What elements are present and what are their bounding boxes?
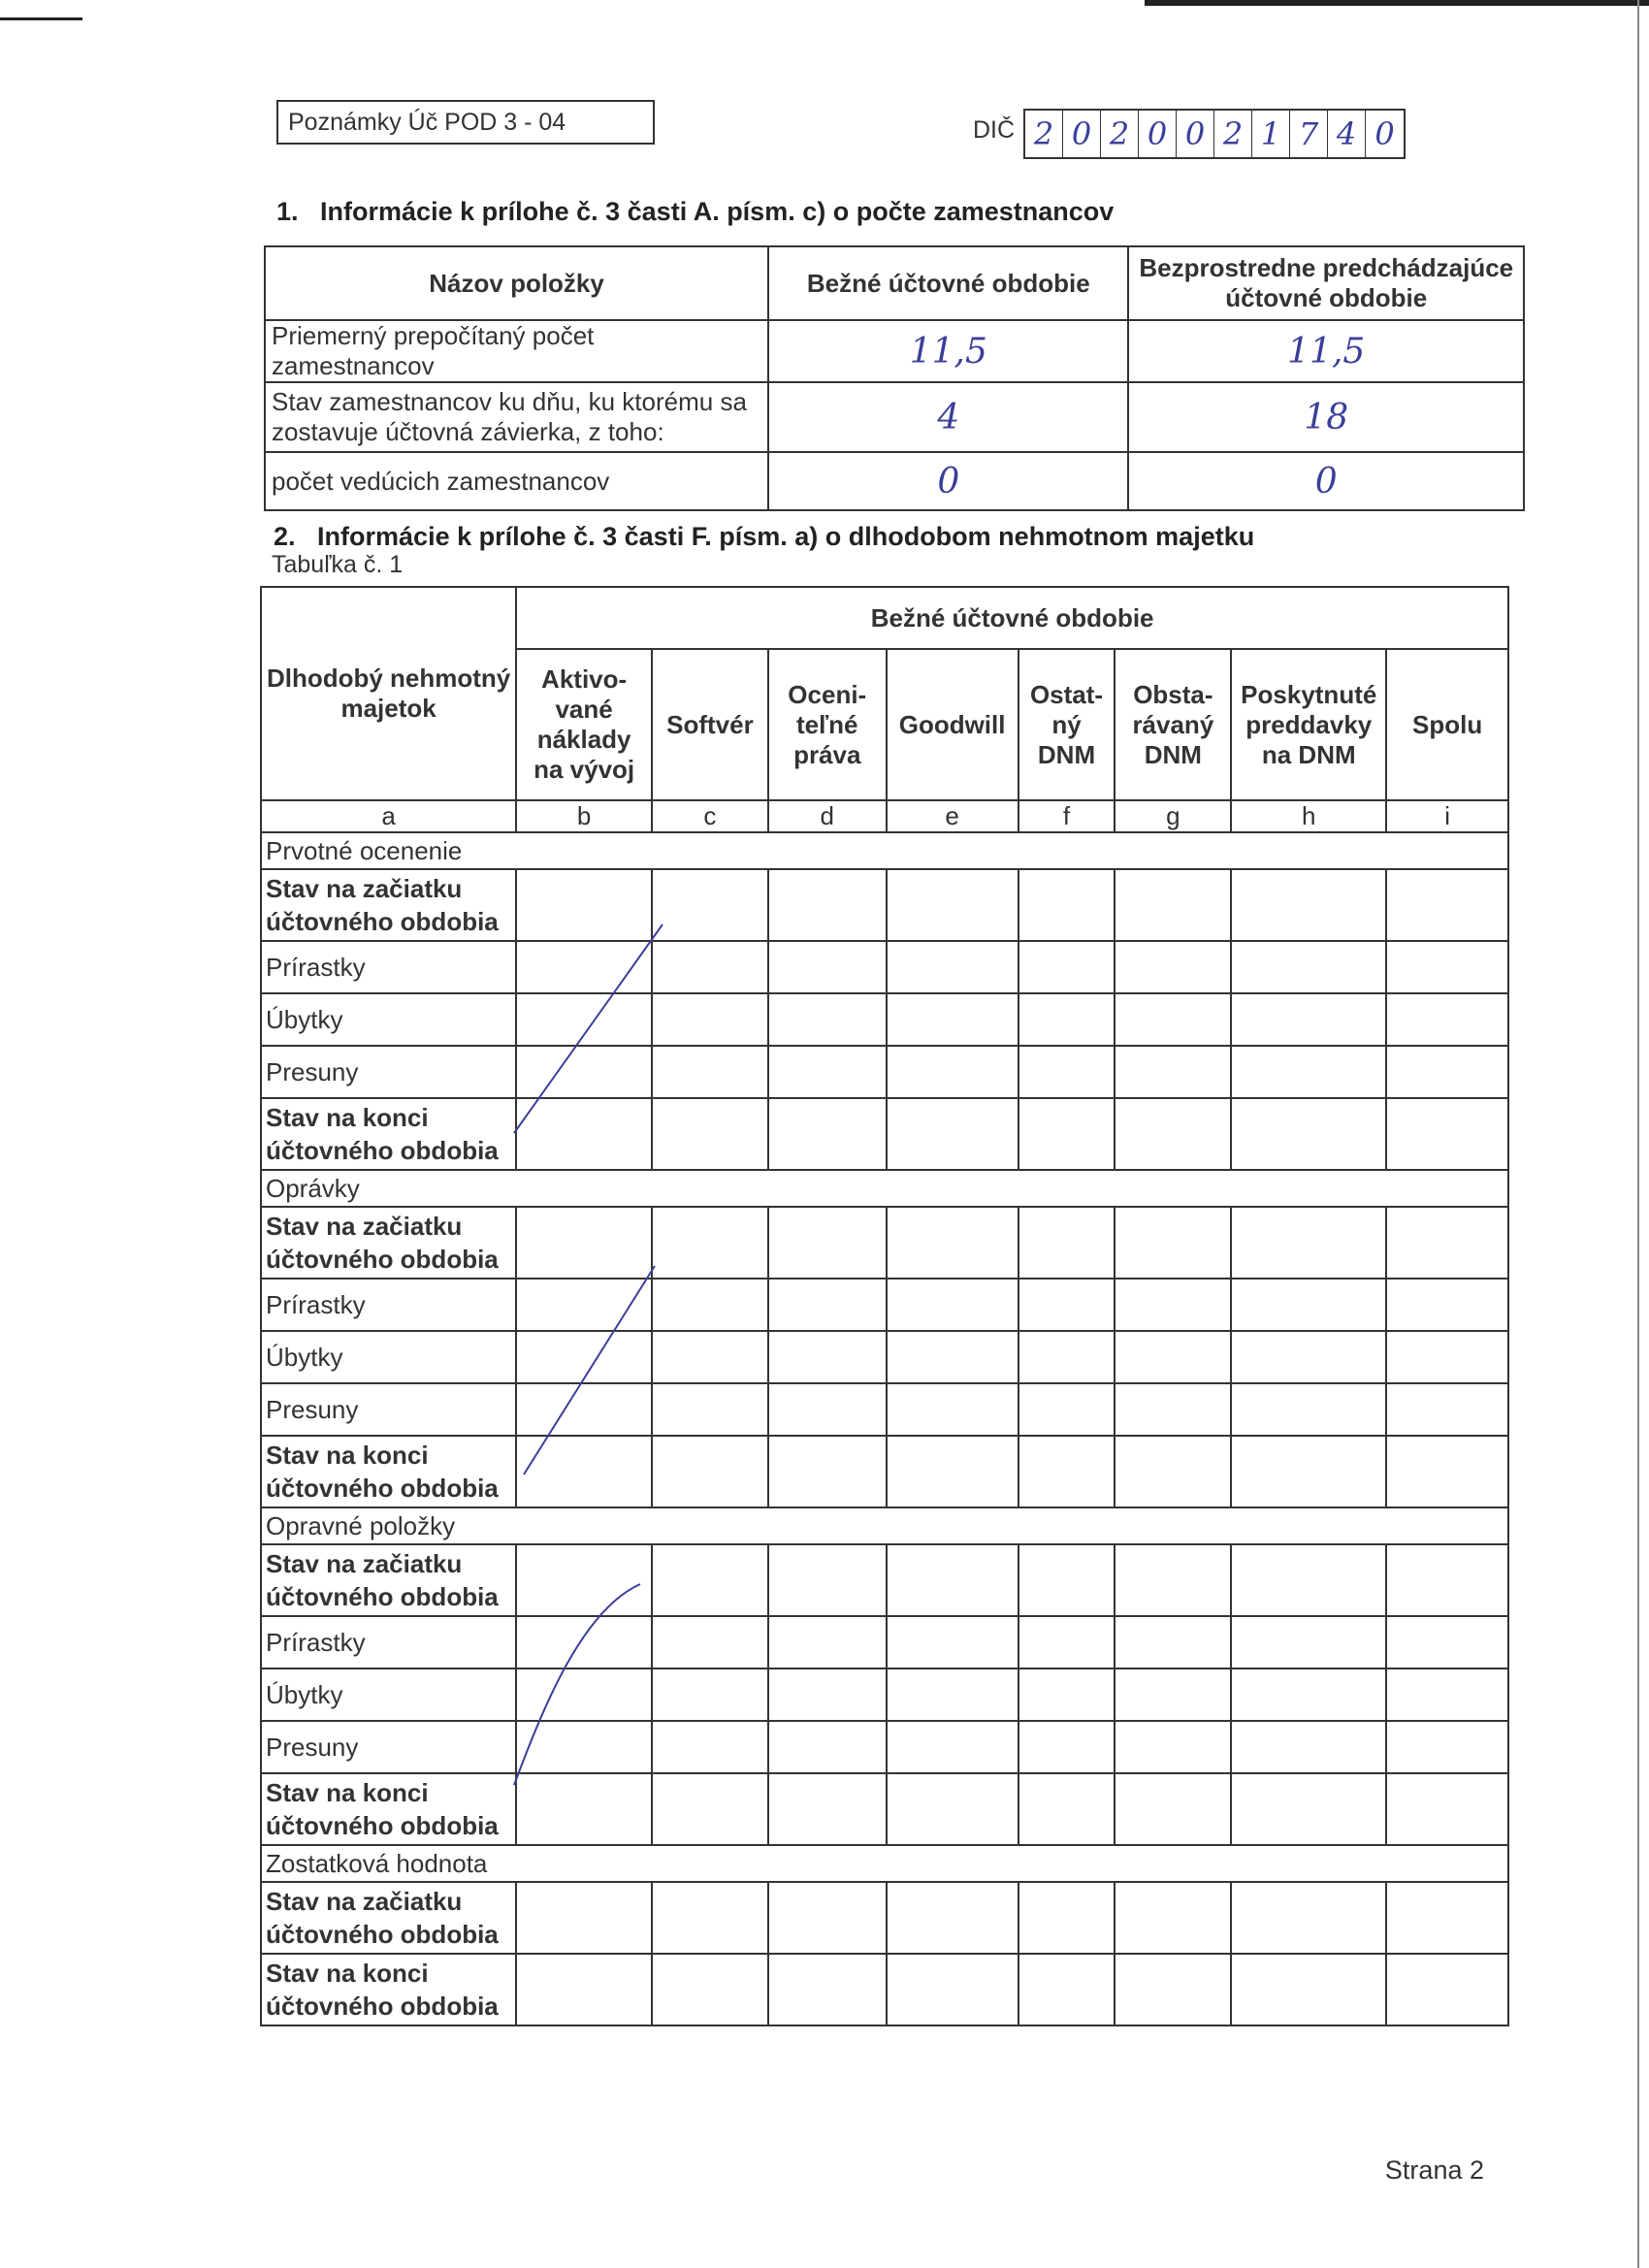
value-cell[interactable]: [768, 1544, 887, 1616]
scan-mark-right-edge: [1637, 0, 1639, 2268]
row-label: Úbytky: [261, 1331, 516, 1383]
value-cell[interactable]: [1018, 1383, 1116, 1436]
value-cell[interactable]: [516, 869, 652, 941]
row-label: Priemerný prepočítaný počet zamestnancov: [265, 320, 768, 382]
previous-value[interactable]: 18: [1128, 382, 1524, 452]
value-cell[interactable]: [652, 1616, 768, 1669]
column-header: Názov položky: [265, 246, 768, 320]
value-cell[interactable]: [1231, 1616, 1386, 1669]
row-label: Presuny: [261, 1383, 516, 1436]
value-cell[interactable]: [887, 1331, 1018, 1383]
column-header: Aktivo- vané náklady na vývoj: [516, 649, 652, 800]
column-letter: c: [652, 800, 768, 832]
value-cell[interactable]: [516, 1544, 652, 1616]
column-header: Softvér: [652, 649, 768, 800]
value-cell[interactable]: [516, 1046, 652, 1098]
value-cell[interactable]: [516, 1669, 652, 1721]
value-cell[interactable]: [516, 1773, 652, 1845]
value-cell[interactable]: [1386, 1207, 1508, 1279]
column-header: Poskytnuté preddavky na DNM: [1231, 649, 1386, 800]
value-cell[interactable]: [1018, 1331, 1116, 1383]
table-row: [261, 1669, 1508, 1721]
table-row: [261, 1436, 1508, 1507]
value-cell[interactable]: [1018, 1098, 1116, 1170]
table-row: [265, 452, 1524, 510]
column-letter: f: [1018, 800, 1116, 832]
section2-title: [274, 522, 1254, 552]
row-label: Prírastky: [261, 941, 516, 993]
value-cell[interactable]: [516, 1954, 652, 2025]
value-cell[interactable]: [1231, 1721, 1386, 1773]
value-cell[interactable]: [1386, 1954, 1508, 2025]
value-cell[interactable]: [887, 1954, 1018, 2025]
value-cell[interactable]: [768, 1669, 887, 1721]
value-cell[interactable]: [652, 1721, 768, 1773]
table-row: [261, 1383, 1508, 1436]
scan-mark-top-left: [0, 17, 82, 20]
value-cell[interactable]: [652, 1279, 768, 1331]
value-cell[interactable]: [1386, 1773, 1508, 1845]
value-cell[interactable]: [768, 941, 887, 993]
value-cell[interactable]: [1231, 1954, 1386, 2025]
value-cell[interactable]: [768, 1383, 887, 1436]
section1-title: [276, 197, 1114, 227]
table-row: [261, 1207, 1508, 1279]
value-cell[interactable]: [768, 869, 887, 941]
value-cell[interactable]: [1386, 1383, 1508, 1436]
value-cell[interactable]: [1231, 1544, 1386, 1616]
table-row: [261, 1954, 1508, 2025]
value-cell[interactable]: [1231, 1098, 1386, 1170]
value-cell[interactable]: [1018, 869, 1116, 941]
intangible-assets-table: [260, 586, 1509, 2026]
row-label: Stav zamestnancov ku dňu, ku ktorému sa zostavuje účtovná závierka, z toho:: [265, 382, 768, 452]
value-cell[interactable]: [1386, 1544, 1508, 1616]
value-cell[interactable]: [1018, 1882, 1116, 1954]
value-cell[interactable]: [887, 1098, 1018, 1170]
value-cell[interactable]: [1386, 941, 1508, 993]
row-label: Úbytky: [261, 993, 516, 1046]
section2-number: 2.: [274, 522, 296, 551]
table-row: [265, 320, 1524, 382]
value-cell[interactable]: [1115, 1669, 1231, 1721]
value-cell[interactable]: [1115, 1331, 1231, 1383]
value-cell[interactable]: [1018, 1721, 1116, 1773]
table-row: [261, 1098, 1508, 1170]
group-label: Oprávky: [261, 1170, 1508, 1207]
value-cell[interactable]: [768, 993, 887, 1046]
letters-row: [261, 800, 1508, 832]
value-cell[interactable]: [652, 1383, 768, 1436]
value-cell[interactable]: [1386, 1616, 1508, 1669]
current-value[interactable]: 11,5: [768, 320, 1128, 382]
table-row: [265, 382, 1524, 452]
table-row: [261, 1279, 1508, 1331]
value-cell[interactable]: [1231, 1669, 1386, 1721]
dic-field[interactable]: [1023, 109, 1406, 159]
value-cell[interactable]: [1115, 1279, 1231, 1331]
value-cell[interactable]: [887, 1721, 1018, 1773]
group-row: [261, 1845, 1508, 1882]
value-cell[interactable]: [1386, 1279, 1508, 1331]
value-cell[interactable]: [1231, 1207, 1386, 1279]
value-cell[interactable]: [768, 1046, 887, 1098]
row-label: Stav na začiatku účtovného obdobia: [261, 1882, 516, 1954]
table-row: [261, 1882, 1508, 1954]
value-cell[interactable]: [652, 1954, 768, 2025]
row-label: Prírastky: [261, 1279, 516, 1331]
value-cell[interactable]: [887, 1207, 1018, 1279]
value-cell[interactable]: [1231, 1436, 1386, 1507]
value-cell[interactable]: [1115, 1383, 1231, 1436]
value-cell[interactable]: [652, 1882, 768, 1954]
value-cell[interactable]: [887, 1279, 1018, 1331]
dic-digit[interactable]: 2: [1025, 111, 1063, 157]
value-cell[interactable]: [516, 1331, 652, 1383]
value-cell[interactable]: [768, 1773, 887, 1845]
value-cell[interactable]: [1115, 1616, 1231, 1669]
value-cell[interactable]: [768, 1279, 887, 1331]
value-cell[interactable]: [1115, 869, 1231, 941]
value-cell[interactable]: [1115, 1773, 1231, 1845]
value-cell[interactable]: [1231, 869, 1386, 941]
dic-digit[interactable]: 2: [1101, 111, 1139, 157]
value-cell[interactable]: [887, 1773, 1018, 1845]
section2-title-text: Informácie k prílohe č. 3 časti F. písm. a) o dlhodobom nehmotnom majetku: [317, 522, 1255, 551]
value-cell[interactable]: [1231, 1046, 1386, 1098]
group-row: [261, 832, 1508, 869]
table-row: [261, 1331, 1508, 1383]
dic-digit[interactable]: 7: [1290, 111, 1328, 157]
period-header: Bežné účtovné obdobie: [516, 587, 1508, 649]
column-letter: h: [1231, 800, 1386, 832]
row-label: Stav na konci účtovného obdobia: [261, 1773, 516, 1845]
current-value[interactable]: 4: [768, 382, 1128, 452]
value-cell[interactable]: [516, 1207, 652, 1279]
table-row: [261, 993, 1508, 1046]
value-cell[interactable]: [652, 941, 768, 993]
value-cell[interactable]: [887, 1616, 1018, 1669]
value-cell[interactable]: [1231, 993, 1386, 1046]
column-header: Bežné účtovné obdobie: [768, 246, 1128, 320]
value-cell[interactable]: [768, 1954, 887, 2025]
value-cell[interactable]: [652, 1436, 768, 1507]
group-label: Opravné položky: [261, 1507, 1508, 1544]
value-cell[interactable]: [652, 1669, 768, 1721]
group-label: Zostatková hodnota: [261, 1845, 1508, 1882]
row-label: Stav na konci účtovného obdobia: [261, 1954, 516, 2025]
value-cell[interactable]: [516, 1383, 652, 1436]
table-row: [261, 1773, 1508, 1845]
dic-label: DIČ: [973, 116, 1016, 144]
row-label: Stav na konci účtovného obdobia: [261, 1098, 516, 1170]
value-cell[interactable]: [1115, 1882, 1231, 1954]
value-cell[interactable]: [1018, 941, 1116, 993]
column-letter: a: [261, 800, 516, 832]
row-label: Presuny: [261, 1721, 516, 1773]
value-cell[interactable]: [768, 1882, 887, 1954]
value-cell[interactable]: [768, 1098, 887, 1170]
value-cell[interactable]: [887, 1882, 1018, 1954]
value-cell[interactable]: [887, 993, 1018, 1046]
column-header: Goodwill: [887, 649, 1018, 800]
table-row: [261, 869, 1508, 941]
value-cell[interactable]: [1018, 1954, 1116, 2025]
column-header: Ostat- ný DNM: [1018, 649, 1116, 800]
value-cell[interactable]: [1018, 993, 1116, 1046]
value-cell[interactable]: [1115, 993, 1231, 1046]
column-header: Spolu: [1386, 649, 1508, 800]
value-cell[interactable]: [1231, 1383, 1386, 1436]
dic-digit[interactable]: 0: [1139, 111, 1177, 157]
value-cell[interactable]: [1231, 1279, 1386, 1331]
value-cell[interactable]: [1018, 1616, 1116, 1669]
dic-digit[interactable]: 2: [1214, 111, 1252, 157]
value-cell[interactable]: [768, 1616, 887, 1669]
group-row: [261, 1507, 1508, 1544]
dic-digit[interactable]: 4: [1328, 111, 1366, 157]
form-label-box: Poznámky Úč POD 3 - 04: [276, 100, 655, 145]
group-label: Prvotné ocenenie: [261, 832, 1508, 869]
row-label: Presuny: [261, 1046, 516, 1098]
value-cell[interactable]: [516, 1098, 652, 1170]
column-header: Oceni- teľné práva: [768, 649, 887, 800]
previous-value[interactable]: 11,5: [1128, 320, 1524, 382]
value-cell[interactable]: [887, 1544, 1018, 1616]
employees-table: [264, 245, 1525, 511]
value-cell[interactable]: [516, 1436, 652, 1507]
value-cell[interactable]: [652, 993, 768, 1046]
previous-value[interactable]: 0: [1128, 452, 1524, 510]
table-row: [261, 1616, 1508, 1669]
value-cell[interactable]: [1115, 1436, 1231, 1507]
value-cell[interactable]: [652, 1773, 768, 1845]
dic-digit[interactable]: 0: [1063, 111, 1101, 157]
table-row: [261, 941, 1508, 993]
dic-digit[interactable]: 0: [1177, 111, 1214, 157]
column-letter: g: [1115, 800, 1231, 832]
row-label: Úbytky: [261, 1669, 516, 1721]
column-letter: b: [516, 800, 652, 832]
value-cell[interactable]: [1018, 1544, 1116, 1616]
row-label: Prírastky: [261, 1616, 516, 1669]
value-cell[interactable]: [516, 1616, 652, 1669]
value-cell[interactable]: [1115, 1046, 1231, 1098]
value-cell[interactable]: [516, 1279, 652, 1331]
column-letter: d: [768, 800, 887, 832]
value-cell[interactable]: [1018, 1773, 1116, 1845]
column-letter: e: [887, 800, 1018, 832]
value-cell[interactable]: [1115, 1954, 1231, 2025]
value-cell[interactable]: [1386, 1669, 1508, 1721]
row-label: Stav na začiatku účtovného obdobia: [261, 869, 516, 941]
value-cell[interactable]: [1115, 1098, 1231, 1170]
dic-digit[interactable]: 1: [1252, 111, 1290, 157]
value-cell[interactable]: [652, 869, 768, 941]
value-cell[interactable]: [1018, 1669, 1116, 1721]
value-cell[interactable]: [1386, 1436, 1508, 1507]
value-cell[interactable]: [652, 1544, 768, 1616]
section1-number: 1.: [276, 197, 299, 226]
value-cell[interactable]: [1386, 1882, 1508, 1954]
value-cell[interactable]: [768, 1436, 887, 1507]
value-cell[interactable]: [516, 1882, 652, 1954]
row-label: Stav na začiatku účtovného obdobia: [261, 1207, 516, 1279]
section1-title-text: Informácie k prílohe č. 3 časti A. písm. c) o počte zamestnancov: [320, 197, 1115, 226]
row-header: Dlhodobý nehmotný majetok: [261, 587, 516, 800]
row-label: Stav na začiatku účtovného obdobia: [261, 1544, 516, 1616]
value-cell[interactable]: [887, 869, 1018, 941]
value-cell[interactable]: [652, 1098, 768, 1170]
value-cell[interactable]: [1231, 1882, 1386, 1954]
page-number: Strana 2: [1384, 2155, 1484, 2185]
value-cell[interactable]: [887, 1669, 1018, 1721]
row-label: počet vedúcich zamestnancov: [265, 452, 768, 510]
table-row: [261, 1544, 1508, 1616]
value-cell[interactable]: [516, 1721, 652, 1773]
row-label: Stav na konci účtovného obdobia: [261, 1436, 516, 1507]
table-row: [261, 1046, 1508, 1098]
table-caption: Tabuľka č. 1: [272, 551, 404, 578]
value-cell[interactable]: [1386, 1098, 1508, 1170]
value-cell[interactable]: [1115, 941, 1231, 993]
value-cell[interactable]: [1115, 1721, 1231, 1773]
value-cell[interactable]: [768, 1207, 887, 1279]
value-cell[interactable]: [652, 1331, 768, 1383]
value-cell[interactable]: [1386, 1046, 1508, 1098]
value-cell[interactable]: [1231, 1331, 1386, 1383]
value-cell[interactable]: [887, 1046, 1018, 1098]
value-cell[interactable]: [1231, 941, 1386, 993]
value-cell[interactable]: [652, 1207, 768, 1279]
value-cell[interactable]: [1115, 1544, 1231, 1616]
value-cell[interactable]: [516, 993, 652, 1046]
value-cell[interactable]: [887, 1436, 1018, 1507]
group-row: [261, 1170, 1508, 1207]
value-cell[interactable]: [887, 941, 1018, 993]
table-row: [261, 1721, 1508, 1773]
column-letter: i: [1386, 800, 1508, 832]
value-cell[interactable]: [1018, 1046, 1116, 1098]
column-header: Bezprostredne predchádzajúce účtovné obdobie: [1128, 246, 1524, 320]
value-cell[interactable]: [1386, 869, 1508, 941]
value-cell[interactable]: [1018, 1436, 1116, 1507]
value-cell[interactable]: [1386, 993, 1508, 1046]
value-cell[interactable]: [1231, 1773, 1386, 1845]
value-cell[interactable]: [768, 1331, 887, 1383]
value-cell[interactable]: [1115, 1207, 1231, 1279]
current-value[interactable]: 0: [768, 452, 1128, 510]
value-cell[interactable]: [887, 1383, 1018, 1436]
value-cell[interactable]: [1386, 1331, 1508, 1383]
dic-digit[interactable]: 0: [1374, 115, 1395, 152]
column-header: Obsta- rávaný DNM: [1115, 649, 1231, 800]
value-cell[interactable]: [1018, 1207, 1116, 1279]
value-cell[interactable]: [516, 941, 652, 993]
value-cell[interactable]: [1386, 1721, 1508, 1773]
scan-mark-top-right: [1145, 0, 1649, 6]
value-cell[interactable]: [652, 1046, 768, 1098]
value-cell[interactable]: [1018, 1279, 1116, 1331]
value-cell[interactable]: [768, 1721, 887, 1773]
